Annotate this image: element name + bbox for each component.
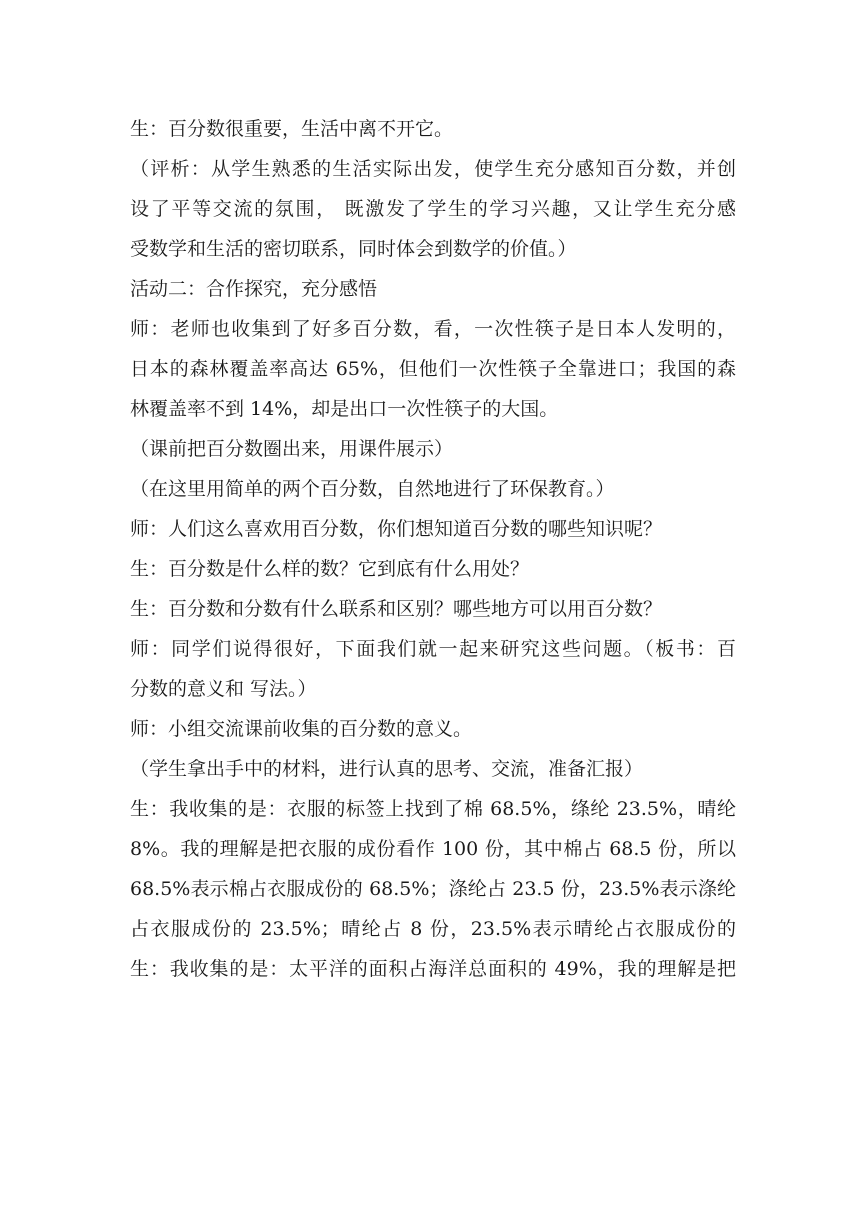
text-line: 师：小组交流课前收集的百分数的意义。: [130, 718, 473, 740]
text-line: 分数的意义和 写法。）: [130, 678, 317, 700]
text-line: 日本的森林覆盖率高达 65%，但他们一次性筷子全靠进口；我国的森: [130, 358, 736, 380]
text-line: 生：我收集的是：衣服的标签上找到了棉 68.5%，绦纶 23.5%，晴纶: [130, 798, 736, 820]
text-line: 生：百分数和分数有什么联系和区别？哪些地方可以用百分数？: [130, 598, 663, 620]
text-line: （课前把百分数圈出来，用课件展示）: [130, 438, 454, 460]
text-line: 活动二：合作探究，充分感悟: [130, 278, 378, 300]
text-line: 生：百分数是什么样的数？它到底有什么用处？: [130, 558, 530, 580]
text-line: （在这里用简单的两个百分数，自然地进行了环保教育。）: [130, 478, 615, 500]
text-line: 受数学和生活的密切联系，同时体会到数学的价值。）: [130, 238, 577, 260]
text-line: 师：同学们说得很好，下面我们就一起来研究这些问题。（板书：百: [130, 638, 736, 660]
text-line: （评析：从学生熟悉的生活实际出发，使学生充分感知百分数，并创: [130, 158, 736, 180]
document-body: [130, 109, 736, 989]
text-line: 68.5%表示棉占衣服成份的 68.5%；涤纶占 23.5 份，23.5%表示涤纶: [130, 878, 736, 900]
text-line: 生：我收集的是：太平洋的面积占海洋总面积的 49%，我的理解是把: [130, 958, 736, 980]
text-line: （学生拿出手中的材料，进行认真的思考、交流，准备汇报）: [130, 758, 644, 780]
text-line: 林覆盖率不到 14%，却是出口一次性筷子的大国。: [130, 398, 559, 420]
text-line: 占衣服成份的 23.5%；晴纶占 8 份，23.5%表示晴纶占衣服成份的: [130, 918, 736, 940]
text-line: 设了平等交流的氛围， 既激发了学生的学习兴趣，又让学生充分感: [130, 198, 736, 220]
text-line: 生：百分数很重要，生活中离不开它。: [130, 118, 454, 140]
text-line: 师：老师也收集到了好多百分数，看，一次性筷子是日本人发明的，: [130, 318, 736, 340]
text-line: 8%。我的理解是把衣服的成份看作 100 份，其中棉占 68.5 份，所以: [130, 838, 736, 860]
text-line: 师：人们这么喜欢用百分数，你们想知道百分数的哪些知识呢？: [130, 518, 663, 540]
